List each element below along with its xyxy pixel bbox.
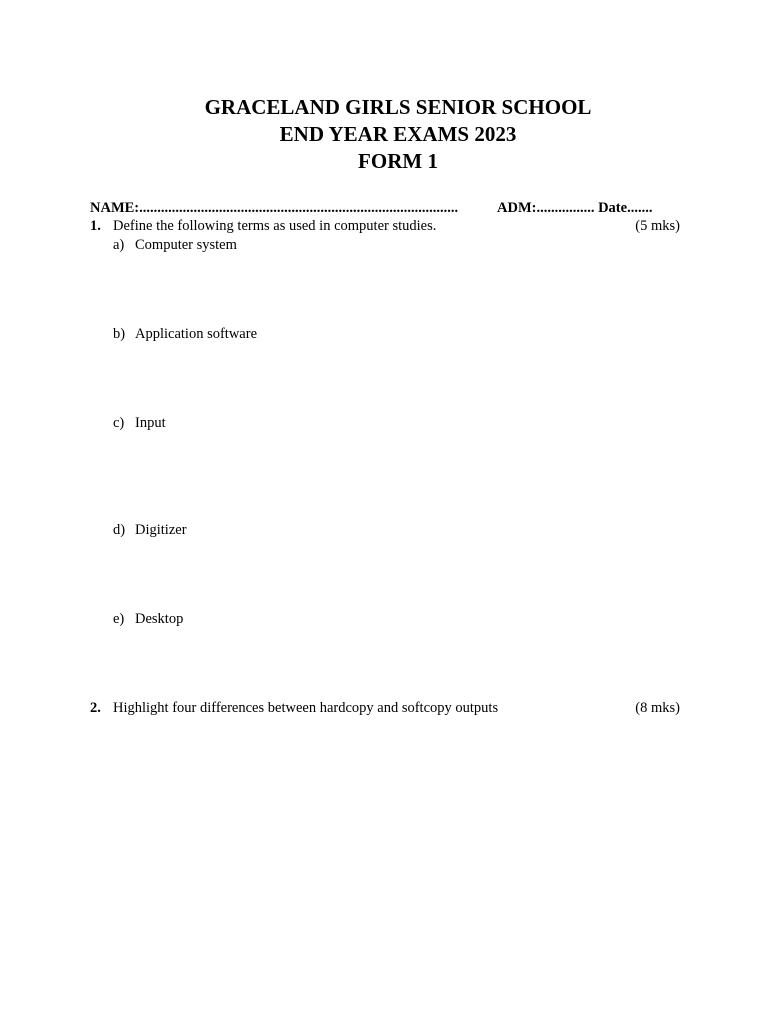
part-letter: e) <box>113 611 125 627</box>
name-field-label: NAME:........................................................................................ <box>90 200 459 216</box>
question-marks: (5 mks) <box>635 218 680 234</box>
part-term: Computer system <box>135 237 237 253</box>
part-term: Input <box>135 415 166 431</box>
question-number: 1. <box>90 218 101 234</box>
part-letter: b) <box>113 326 126 342</box>
student-info-row <box>90 200 690 217</box>
exam-title: END YEAR EXAMS 2023 <box>279 122 517 146</box>
exam-header <box>0 94 768 175</box>
question-marks: (8 mks) <box>635 700 680 716</box>
part-letter: d) <box>113 522 126 538</box>
part-term: Desktop <box>135 611 184 627</box>
part-letter: c) <box>113 415 125 431</box>
question-number: 2. <box>90 700 101 716</box>
question-text: Highlight four differences between hardcopy and softcopy outputs <box>113 700 499 716</box>
question-text: Define the following terms as used in computer studies. <box>113 218 437 234</box>
part-letter: a) <box>113 237 125 253</box>
adm-date-field-label: ADM:................ Date....... <box>497 200 653 216</box>
part-term: Digitizer <box>135 522 187 538</box>
part-term: Application software <box>135 326 258 342</box>
school-name: GRACELAND GIRLS SENIOR SCHOOL <box>204 95 592 119</box>
form-level: FORM 1 <box>358 149 438 173</box>
